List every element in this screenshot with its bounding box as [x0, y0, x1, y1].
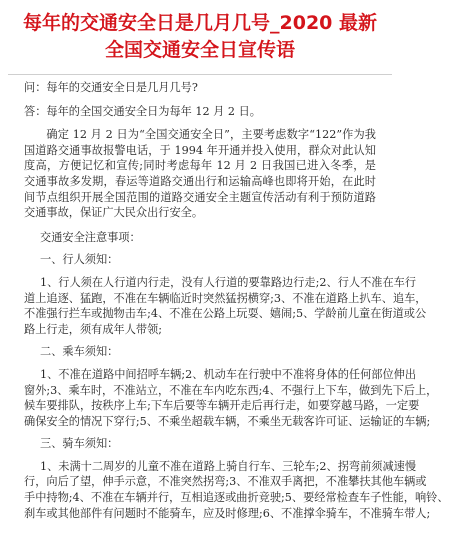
cyclist-line: 1、未满十二周岁的儿童不准在道路上骑自行车、三轮车;2、拐弯前须减速慢 [40, 459, 417, 473]
passenger-line: 确保安全的情况下穿行;5、不乘坐超载车辆，不乘坐无载客许可证、运输证的车辆; [24, 414, 431, 428]
passenger-line: 候车要排队，按秩序上车;下车后要等车辆开走后再行走，如要穿越马路，一定要 [24, 399, 420, 413]
passenger-heading: 二、乘车须知： [40, 345, 119, 359]
passenger-line: 1、不准在道路中间招呼车辆;2、机动车在行驶中不准将身体的任何部位伸出 [40, 367, 417, 381]
article-title [0, 0, 400, 64]
cyclist-line: 行，向后了望，伸手示意，不准突然拐弯;3、不准双手离把，不准攀扶其他车辆或 [24, 475, 427, 489]
pedestrian-line: 不准强行拦车或抛物击车;4、不准在公路上玩耍、嬉闹;5、学龄前儿童在街道或公 [24, 307, 427, 321]
article-title-line-1: 每年的交通安全日是几月几号_2020 最新 [23, 12, 377, 34]
pedestrian-line: 路上行走，须有成年人带领; [24, 322, 163, 336]
cyclist-line: 刹车或其他部件有问题时不能骑车，应及时修理;6、不准撑伞骑车，不准骑车带人; [24, 506, 431, 520]
title-divider [8, 74, 392, 75]
question-text: 问：每年的交通安全日是几月几号? [24, 81, 198, 94]
answer-text: 答：每年的全国交通安全日为每年 12 月 2 日。 [24, 104, 261, 118]
cyclist-line: 手中持物;4、不准在车辆并行，互相追逐或曲折竞驶;5、要经常检查车子性能，响铃、 [24, 491, 449, 505]
intro-paragraph: 确定 12 月 2 日为“全国交通安全日”，主要考虑数字“122”作为我国道路交通事故报警电话，于 1994 年开通并投入使用，群众对此认知度高，方便记忆和宣传;同时考虑每年 12 月 2 日我国已进入冬季，是交通事故多发期，春运等道路交通出行和运输高峰也即将开始，在此时间节点组织开展全国范围的道路交通安全主题宣传活动有利于预防道路交通事故，保证广大民众出行安全。 [24, 128, 376, 220]
cyclist-heading: 三、骑车须知： [40, 437, 119, 451]
section-heading: 交通安全注意事项： [40, 230, 141, 244]
pedestrian-line: 道上追逐、猛跑，不准在车辆临近时突然猛拐横穿;3、不准在道路上扒车、追车， [24, 291, 427, 305]
article-body [0, 80, 449, 521]
pedestrian-heading: 一、行人须知： [40, 253, 119, 267]
passenger-line: 窗外;3、乘车时，不准站立，不准在车内吃东西;4、不强行上下车，做到先下后上， [24, 383, 438, 397]
article-title-line-2: 全国交通安全日宣传语 [104, 39, 295, 61]
pedestrian-line: 1、行人须在人行道内行走，没有人行道的要靠路边行走;2、行人不准在车行 [40, 275, 417, 289]
